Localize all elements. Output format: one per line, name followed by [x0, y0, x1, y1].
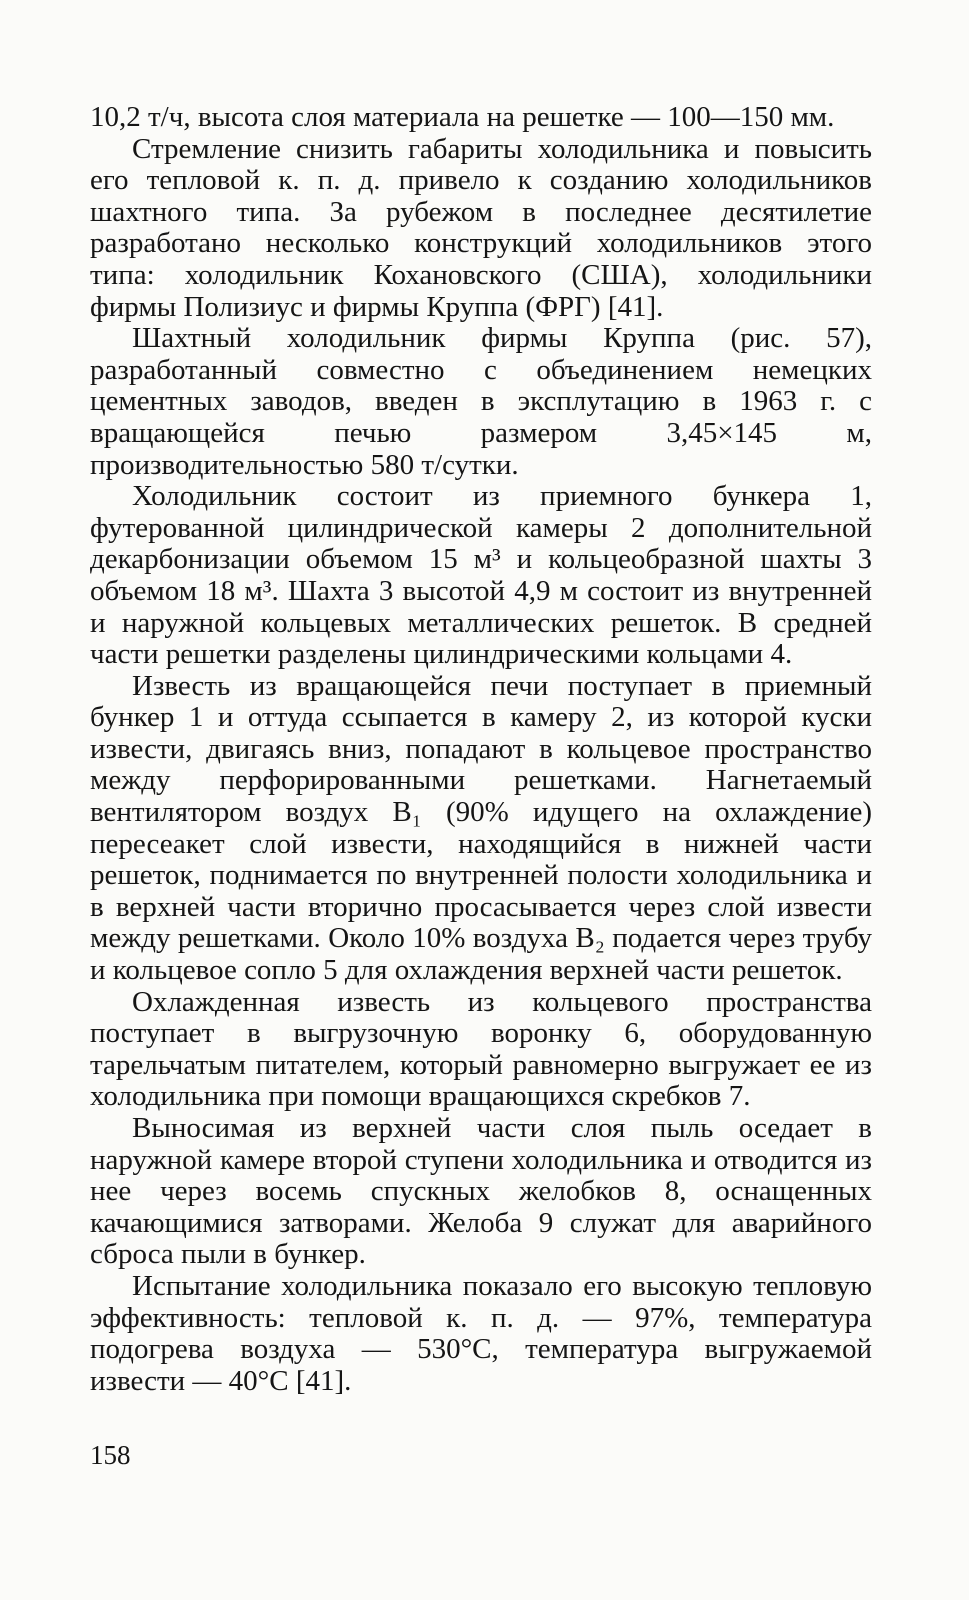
paragraph-3: Шахтный холодильник фирмы Круппа (рис. 57), разработанный совместно с объединением немецких цементных заводов, введен в эксплутацию в 1963 г. с вращающейся печью размером 3,45×145 м, производительностью 580 т/сутки.: [90, 322, 872, 481]
paragraph-5: Известь из вращающейся печи поступает в приемный бункер 1 и оттуда ссыпается в камеру 2, из которой куски извести, двигаясь вниз, попадают в кольцевое пространство между перфорированными решетками. Нагнетаемый вентилятором воздух B₁ (90% идущего на охлаждение) пересеакет слой извести, находящийся в нижней части решеток, поднимается по внутренней полости холодильника и в верхней части вторично просасывается через слой извести между решетками. Около 10% воздуха B₂ подается через трубу и кольцевое сопло 5 для охлаждения верхней части решеток.: [90, 669, 872, 987]
paragraph-1: 10,2 т/ч, высота слоя материала на решетке — 100—150 мм.: [90, 101, 835, 133]
body-text: [90, 102, 872, 1397]
paragraph-6: Охлажденная известь из кольцевого пространства поступает в выгрузочную воронку 6, оборудованную тарельчатым питателем, который равномерно выгружает ее из холодильника при помощи вращающихся скребков 7.: [90, 985, 872, 1113]
paragraph-4: Холодильник состоит из приемного бункера 1, футерованной цилиндрической камеры 2 дополнительной декарбонизации объемом 15 м³ и кольцеобразной шахты 3 объемом 18 м³. Шахта 3 высотой 4,9 м состоит из внутренней и наружной кольцевых металлических решеток. В средней части решетки разделены цилиндрическими кольцами 4.: [90, 480, 872, 671]
paragraph-8: Испытание холодильника показало его высокую тепловую эффективность: тепловой к. п. д. — 97%, температура подогрева воздуха — 530°С, температура выгружаемой извести — 40°С [41].: [90, 1269, 872, 1397]
paragraph-2: Стремление снизить габариты холодильника и повысить его тепловой к. п. д. привело к созданию холодильников шахтного типа. За рубежом в последнее десятилетие разработано несколько конструкций холодильников этого типа: холодильник Кохановского (США), холодильники фирмы Полизиус и фирмы Круппа (ФРГ) [41].: [90, 132, 872, 323]
page-number: 158: [90, 1440, 131, 1470]
paragraph-7: Выносимая из верхней части слоя пыль оседает в наружной камере второй ступени холодильника и отводится из нее через восемь спускных желобков 8, оснащенных качающимися затворами. Желоба 9 служат для аварийного сброса пыли в бункер.: [90, 1112, 872, 1271]
